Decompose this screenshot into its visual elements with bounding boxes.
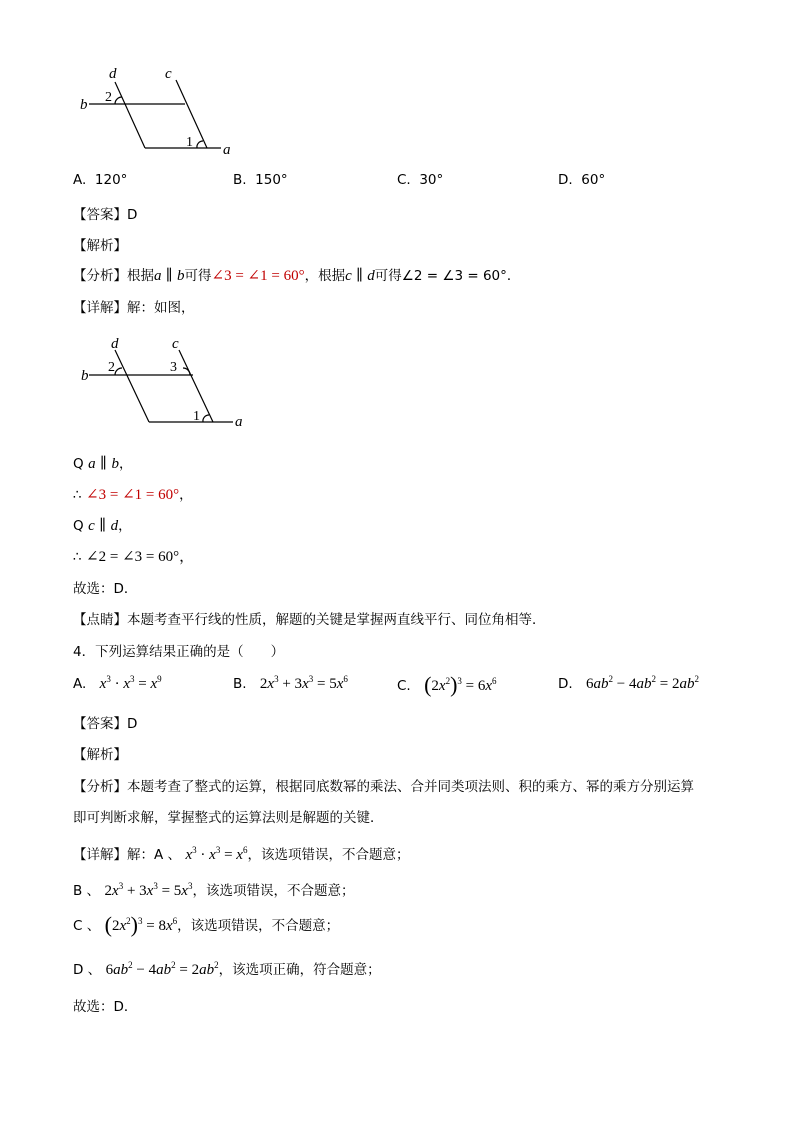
proof-step-4: ∴ ∠2 = ∠3 = 60°，	[73, 549, 195, 565]
angle-1-label: 1	[193, 409, 200, 424]
label-a: a	[235, 414, 243, 430]
q4-stem: 4．下列运算结果正确的是（ ）	[73, 644, 285, 660]
angle-3-label: 3	[170, 360, 177, 375]
q3-conclusion: 故选：D．	[73, 581, 138, 597]
q3-fenxi: 【分析】根据a ∥ b可得∠3 = ∠1 = 60°，根据c ∥ d可得∠2 = ∠3 = 60°．	[73, 268, 521, 284]
q3-option-c: C. 30°	[397, 172, 444, 188]
proof-step-3: Q c ∥ d，	[73, 518, 132, 534]
q3-dianjing: 【点睛】本题考查平行线的性质，解题的关键是掌握两直线平行、同位角相等．	[73, 612, 546, 628]
label-d: d	[109, 66, 117, 82]
q3-option-a: A. 120°	[73, 172, 128, 188]
q4-answer: 【答案】D	[73, 716, 138, 732]
q3-option-d: D. 60°	[558, 172, 606, 188]
q4-option-d: D. $6ab^2 - 4ab^2 = 2ab^2$	[558, 674, 699, 692]
q4-conclusion: 故选：D．	[73, 999, 138, 1015]
q4-detail-a: 【详解】解：A 、 $x^3 \cdot x^3 = x^6$，该选项错误，不合题意；	[73, 845, 410, 863]
label-b: b	[81, 368, 89, 384]
q3-answer: 【答案】D	[73, 207, 138, 223]
q4-detail-c: C 、 $(2x^2)^3 = 8x^6$，该选项错误，不合题意；	[73, 912, 340, 937]
q4-option-a: A. $x^3 \cdot x^3 = x^9$	[73, 674, 162, 692]
label-b: b	[80, 97, 88, 113]
q3-option-b: B. 150°	[233, 172, 288, 188]
proof-step-2: ∴ ∠3 = ∠1 = 60°，	[73, 487, 193, 503]
q4-option-c: C. $(2x^2)^3 = 6x^6$	[397, 672, 497, 697]
q3-analysis-label: 【解析】	[73, 238, 127, 254]
angle-2-label: 2	[105, 90, 112, 105]
angle-1-label: 1	[186, 135, 193, 150]
q3-detail-intro: 【详解】解：如图，	[73, 300, 195, 316]
q4-fenxi-line-2: 即可判断求解，掌握整式的运算法则是解题的关键．	[73, 810, 384, 826]
q4-detail-d: D 、 $6ab^2 - 4ab^2 = 2ab^2$，该选项正确，符合题意；	[73, 960, 381, 978]
label-c: c	[165, 66, 172, 82]
label-d: d	[111, 336, 119, 352]
q4-analysis-label: 【解析】	[73, 747, 127, 763]
label-a: a	[223, 142, 231, 158]
angle-2-label: 2	[108, 360, 115, 375]
q4-option-b: B. $2x^3 + 3x^3 = 5x^6$	[233, 674, 348, 692]
proof-step-1: Q a ∥ b，	[73, 456, 133, 472]
parallel-lines-figure-2	[75, 332, 255, 432]
label-c: c	[172, 336, 179, 352]
q4-fenxi-line-1: 【分析】本题考查了整式的运算，根据同底数幂的乘法、合并同类项法则、积的乘方、幂的乘方分别运算	[73, 779, 694, 795]
q4-detail-b: B 、 $2x^3 + 3x^3 = 5x^3$，该选项错误，不合题意；	[73, 881, 355, 899]
parallel-lines-figure-1	[75, 62, 245, 162]
